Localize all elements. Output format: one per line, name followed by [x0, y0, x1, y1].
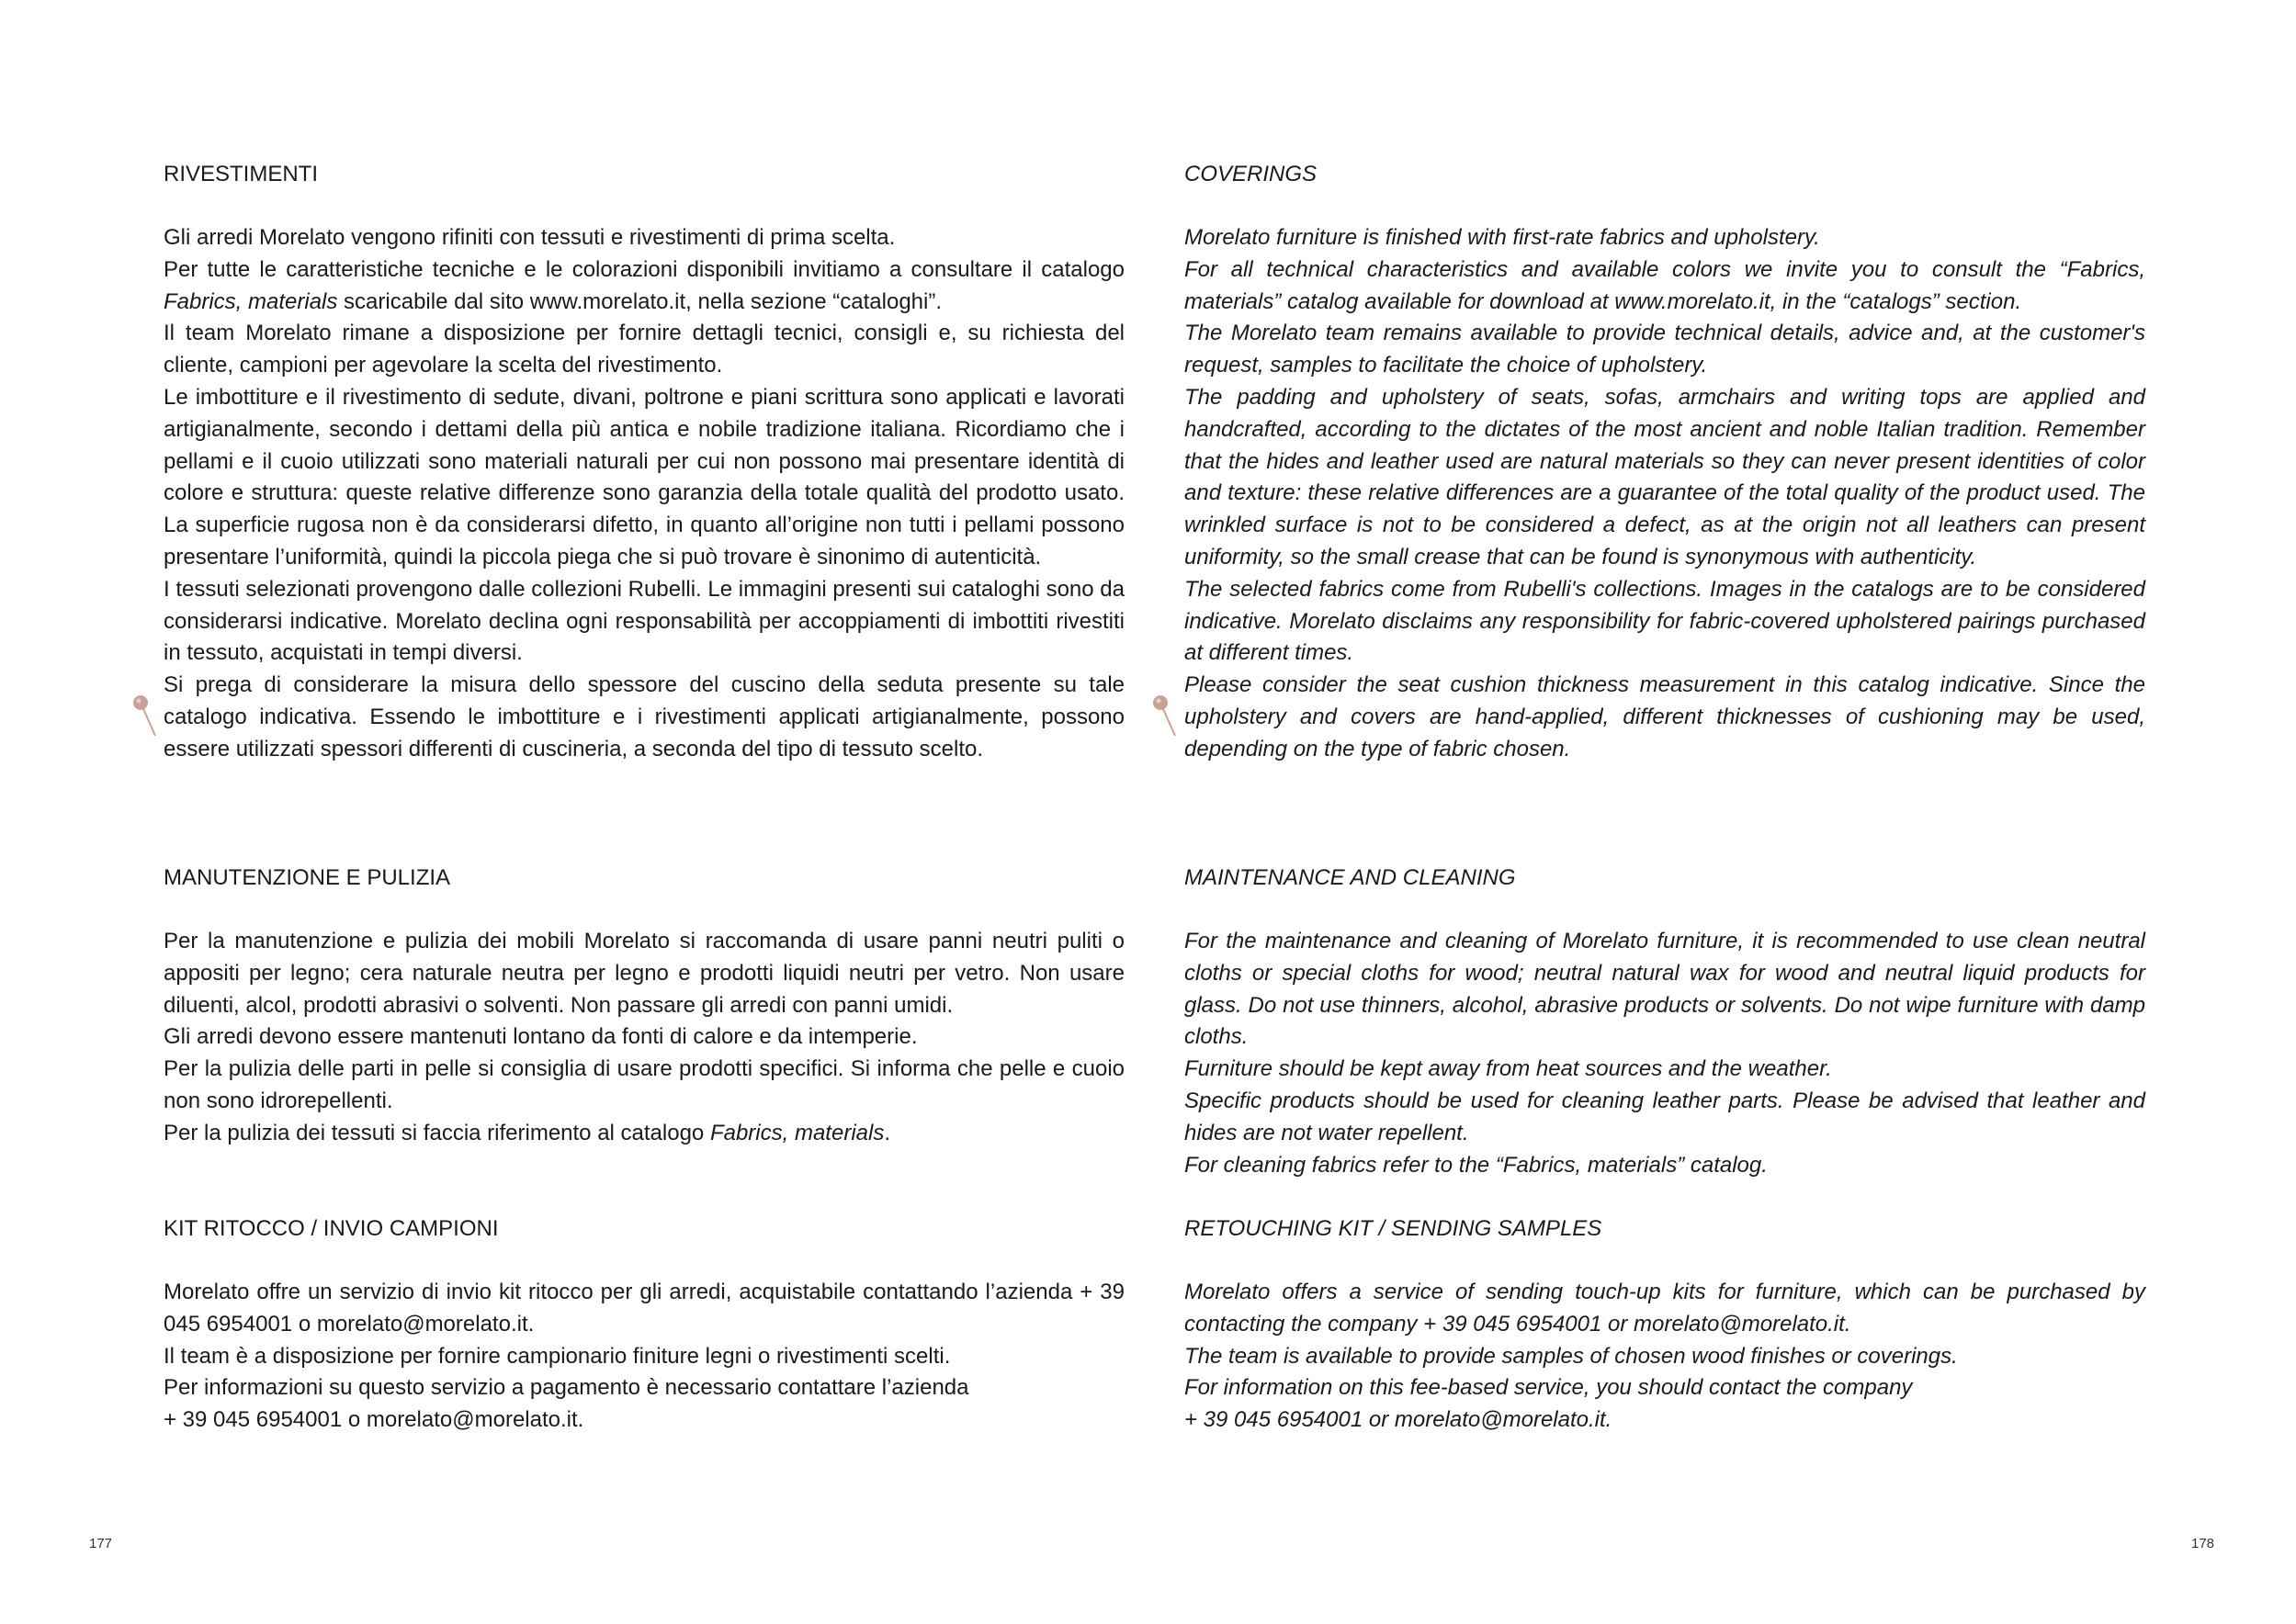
section-heading: MAINTENANCE AND CLEANING — [1184, 865, 1516, 890]
paragraph: Il team Morelato rimane a disposizione per fornire dettagli tecnici, consigli e, su richiesta del cliente, campioni per agevolare la scelta del rivestimento. — [164, 321, 1125, 378]
paragraph — [164, 254, 1125, 319]
text: . — [884, 1120, 890, 1145]
page-number-left: 177 — [89, 1536, 113, 1551]
paragraph: Si prega di considerare la misura dello spessore del cuscino della seduta presente su tale catalogo indicativa. Essendo le imbottiture e i rivestimenti applicati artigianalmente, possono essere utilizzati spessori differenti di cuscineria, a seconda del tipo di tessuto scelto. — [164, 672, 1125, 761]
text: Per la pulizia dei tessuti si faccia riferimento al catalogo — [164, 1120, 710, 1145]
paragraph: Please consider the seat cushion thickness measurement in this catalog indicative. Since the upholstery and covers are hand-applied, different thicknesses of cushioning may be used, depending on the type of fabric chosen. — [1184, 672, 2145, 761]
pin-icon[interactable] — [131, 694, 159, 739]
section-heading: KIT RITOCCO / INVIO CAMPIONI — [164, 1216, 499, 1241]
paragraph: + 39 045 6954001 or morelato@morelato.it. — [1184, 1407, 1612, 1433]
paragraph: + 39 045 6954001 o morelato@morelato.it. — [164, 1407, 584, 1433]
page-number-right: 178 — [2191, 1536, 2215, 1551]
section-coverings — [1184, 158, 2145, 766]
paragraph: Furniture should be kept away from heat sources and the weather. — [1184, 1056, 1832, 1082]
text: Per tutte le caratteristiche tecniche e le colorazioni disponibili invitiamo a consultare il catalogo — [164, 256, 1125, 282]
section-kit-ritocco — [164, 1212, 1125, 1437]
paragraph: Morelato furniture is finished with first-rate fabrics and upholstery. — [1184, 225, 1820, 250]
paragraph: The selected fabrics come from Rubelli's collections. Images in the catalogs are to be considered indicative. Morelato disclaims any responsibility for fabric-covered upholstered pairings purchased at different times. — [1184, 576, 2145, 666]
paragraph: For information on this fee-based service, you should contact the company — [1184, 1375, 1913, 1401]
paragraph: The Morelato team remains available to provide technical details, advice and, at the customer's request, samples to facilitate the choice of upholstery. — [1184, 321, 2145, 378]
paragraph — [164, 1118, 1125, 1150]
paragraph: Per la pulizia delle parti in pelle si consiglia di usare prodotti specifici. Si informa che pelle e cuoio non sono idrorepellenti. — [164, 1056, 1125, 1113]
paragraph: Gli arredi devono essere mantenuti lontano da fonti di calore e da intemperie. — [164, 1024, 918, 1050]
section-heading: COVERINGS — [1184, 162, 1318, 186]
pin-icon[interactable] — [1151, 694, 1179, 739]
paragraph: Per la manutenzione e pulizia dei mobili Morelato si raccomanda di usare panni neutri puliti o appositi per legno; cera naturale neutra per legno e prodotti liquidi neutri per vetro. Non usare diluenti, alcol, prodotti abrasivi o solventi. Non passare gli arredi con panni umidi. — [164, 929, 1125, 1018]
section-rivestimenti — [164, 158, 1125, 766]
paragraph: The padding and upholstery of seats, sofas, armchairs and writing tops are applied and handcrafted, according to the dictates of the most ancient and noble Italian tradition. Remember that the hides and leather used are natural materials so they can never present identities of color and texture: these relative differences are a guarantee of the total quality of the product used. The wrinkled surface is not to be considered a defect, as at the origin not all leathers can present uniformity, so the small crease that can be found is synonymous with authenticity. — [1184, 384, 2145, 570]
section-maintenance — [1184, 862, 2145, 1181]
paragraph: Morelato offre un servizio di invio kit ritocco per gli arredi, acquistabile contattando l’azienda + 39 045 6954001 o morelato@morelato.it. — [164, 1280, 1125, 1336]
paragraph: Per informazioni su questo servizio a pagamento è necessario contattare l’azienda — [164, 1375, 969, 1401]
section-heading: RIVESTIMENTI — [164, 162, 319, 186]
paragraph: Il team è a disposizione per fornire campionario finiture legni o rivestimenti scelti. — [164, 1343, 951, 1369]
paragraph: Morelato offers a service of sending touch-up kits for furniture, which can be purchased by contacting the company + 39 045 6954001 or morelato@morelato.it. — [1184, 1280, 2145, 1336]
paragraph: The team is available to provide samples of chosen wood finishes or coverings. — [1184, 1343, 1958, 1369]
catalog-name: Fabrics, materials — [709, 1120, 885, 1145]
paragraph: For the maintenance and cleaning of Morelato furniture, it is recommended to use clean neutral cloths or special cloths for wood; neutral natural wax for wood and neutral liquid products for glass. Do not use thinners, alcohol, abrasive products or solvents. Do not wipe furniture with damp cloths. — [1184, 929, 2145, 1050]
paragraph: Specific products should be used for cleaning leather parts. Please be advised that leather and hides are not water repellent. — [1184, 1088, 2145, 1145]
paragraph: I tessuti selezionati provengono dalle collezioni Rubelli. Le immagini presenti sui cataloghi sono da considerarsi indicative. Morelato declina ogni responsabilità per accoppiamenti di imbottiti rivestiti in tessuto, acquistati in tempi diversi. — [164, 576, 1125, 666]
section-retouching-kit — [1184, 1212, 2145, 1437]
section-heading: RETOUCHING KIT / SENDING SAMPLES — [1184, 1216, 1602, 1241]
paragraph: For all technical characteristics and available colors we invite you to consult the “Fabrics, materials” catalog available for download at www.morelato.it, in the “catalogs” section. — [1184, 256, 2145, 314]
catalog-name: Fabrics, materials — [164, 288, 338, 314]
section-manutenzione — [164, 862, 1125, 1150]
paragraph: Le imbottiture e il rivestimento di sedute, divani, poltrone e piani scrittura sono applicati e lavorati artigianalmente, secondo i dettami della più antica e nobile tradizione italiana. Ricordiamo che i pellami e il cuoio utilizzati sono materiali naturali per cui non possono mai presentare identità di colore e struttura: queste relative differenze sono garanzia della totale qualità del prodotto usato. La superficie rugosa non è da considerarsi difetto, in quanto all’origine non tutti i pellami possono presentare l’uniformità, quindi la piccola piega che si può trovare è sinonimo di autenticità. — [164, 384, 1125, 570]
section-heading: MANUTENZIONE E PULIZIA — [164, 865, 451, 890]
text: scaricabile dal sito www.morelato.it, nella sezione “cataloghi”. — [337, 288, 943, 314]
paragraph: For cleaning fabrics refer to the “Fabrics, materials” catalog. — [1184, 1152, 1768, 1178]
paragraph: Gli arredi Morelato vengono rifiniti con tessuti e rivestimenti di prima scelta. — [164, 225, 896, 250]
